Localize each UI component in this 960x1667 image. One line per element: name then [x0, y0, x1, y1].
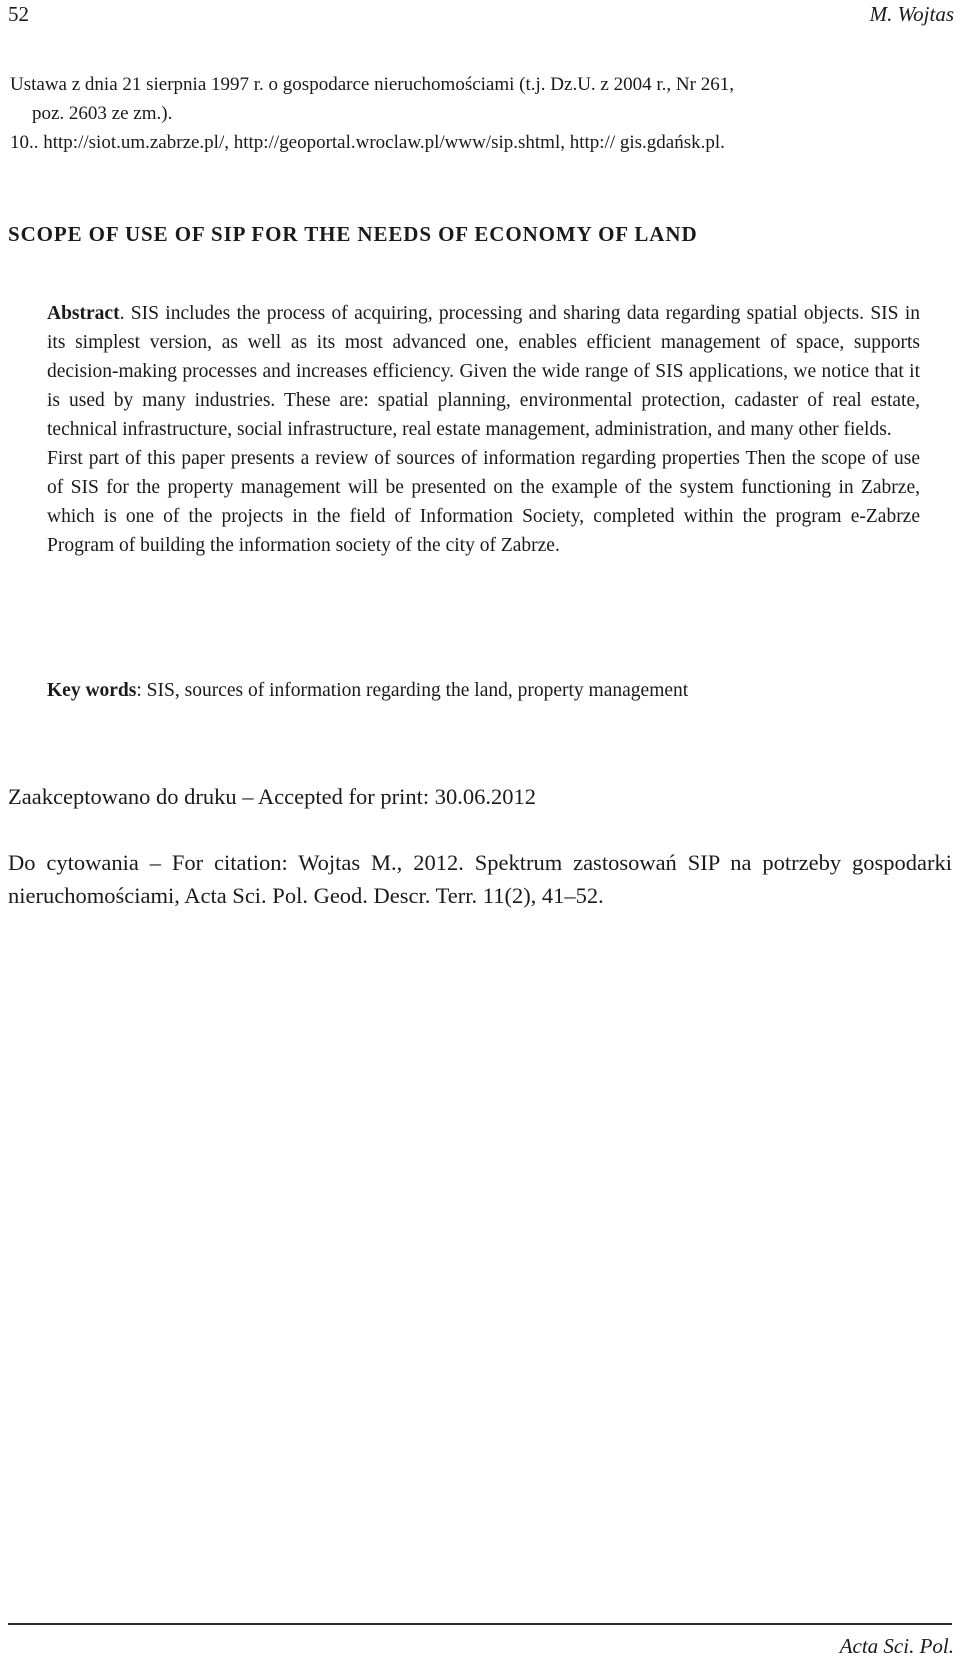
reference-continuation: poz. 2603 ze zm.). [32, 103, 173, 124]
reference-item [10, 128, 950, 157]
reference-line: Ustawa z dnia 21 sierpnia 1997 r. o gospodarce nieruchomościami (t.j. Dz.U. z 2004 r., Nr 261, [10, 74, 734, 95]
citation: Do cytowania – For citation: Wojtas M., 2012. Spektrum zastosowań SIP na potrzeby gospodarki nieruchomościami, Acta Sci. Pol. Geod. Descr. Terr. 11(2), 41–52. [8, 850, 952, 908]
footer-journal-name: Acta Sci. Pol. [839, 1634, 954, 1658]
accepted-date: Zaakceptowano do druku – Accepted for print: 30.06.2012 [8, 784, 536, 809]
abstract [47, 299, 920, 560]
keywords-label: Key words [47, 680, 137, 701]
abstract-paragraph [47, 299, 920, 444]
reference-item [10, 70, 950, 99]
paper-title: SCOPE OF USE OF SIP FOR THE NEEDS OF ECONOMY OF LAND [8, 222, 698, 246]
keywords-text: : SIS, sources of information regarding the land, property management [136, 680, 689, 701]
abstract-text: . SIS includes the process of acquiring, processing and sharing data regarding spatial objects. SIS in its simplest version, as well as its most advanced one, enables efficient management of space, supports decision-making processes and increases efficiency. Given the wide range of SIS applications, we notice that it is used by many industries. These are: spatial planning, environmental protection, cadaster of real estate, technical infrastructure, social infrastructure, real estate management, administration, and many other fields. [47, 303, 920, 440]
footer-divider [8, 1623, 952, 1625]
keywords [47, 676, 920, 705]
reference-line: 10.. http://siot.um.zabrze.pl/, http://geoportal.wroclaw.pl/www/sip.shtml, http:// gis.gdańsk.pl. [10, 132, 725, 153]
abstract-label: Abstract [47, 303, 120, 324]
running-head-author: M. Wojtas [869, 2, 954, 26]
page-number: 52 [8, 2, 29, 26]
reference-list [10, 70, 950, 157]
abstract-paragraph: First part of this paper presents a review of sources of information regarding properties Then the scope of use of SIS for the property management will be presented on the example of the system functioning in Zabrze, which is one of the projects in the field of Information Society, completed within the program e-Zabrze Program of building the information society of the city of Zabrze. [47, 448, 920, 556]
